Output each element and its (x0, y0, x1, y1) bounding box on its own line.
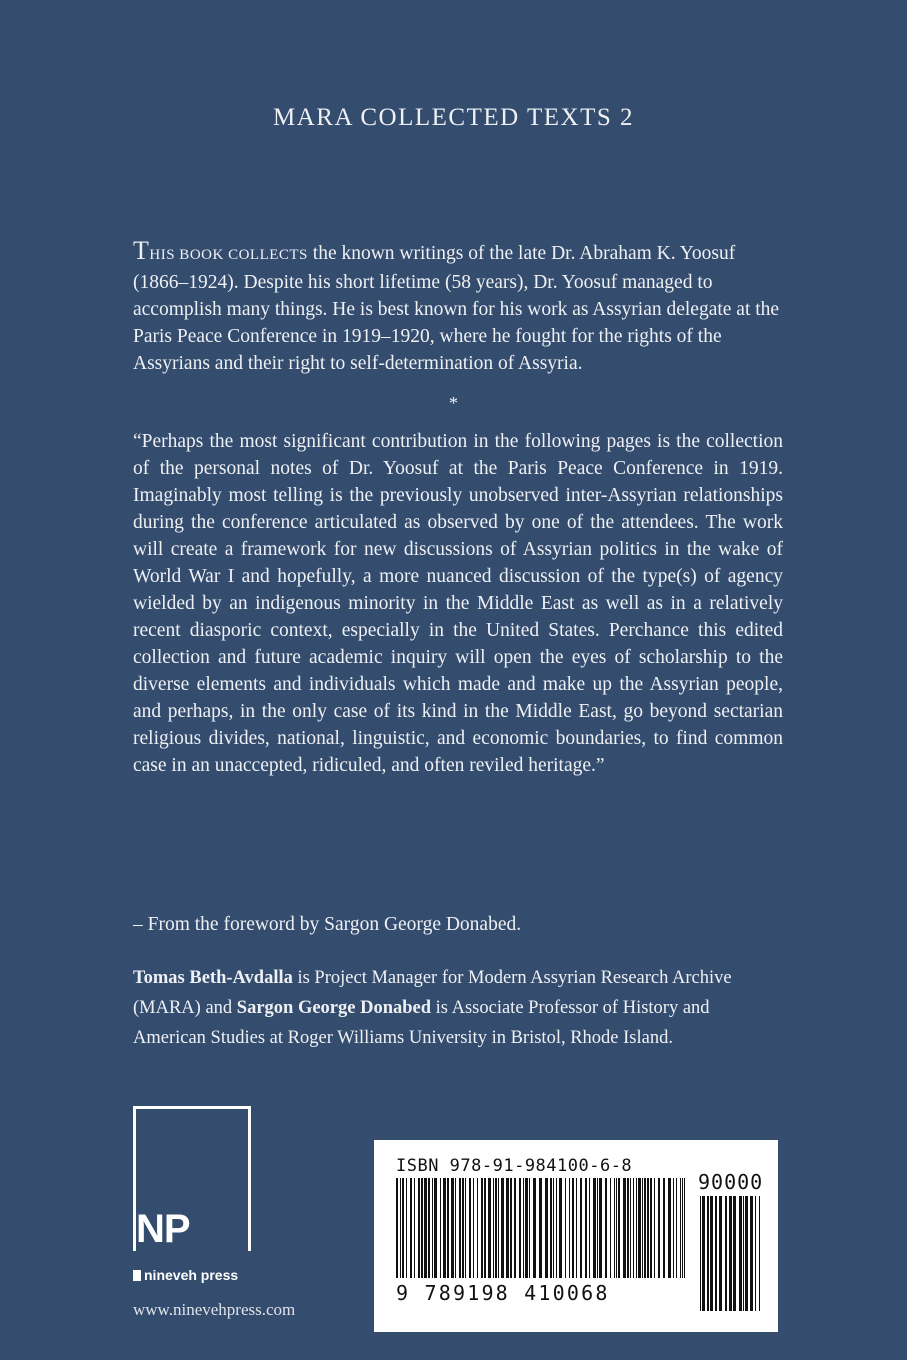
barcode-bar (434, 1178, 437, 1278)
barcode-bar (682, 1178, 683, 1278)
barcode-bar (733, 1196, 736, 1311)
barcode-bar (580, 1178, 582, 1278)
barcode-bar (684, 1178, 685, 1278)
author-name-2: Sargon George Donabed (236, 998, 432, 1018)
barcode-bar (647, 1178, 649, 1278)
publisher-name-text: nineveh press (144, 1267, 239, 1283)
barcode-bar (642, 1178, 643, 1278)
publisher-name (133, 1267, 238, 1283)
barcode-bar (529, 1178, 530, 1278)
barcode-bar (623, 1178, 626, 1278)
barcode-bar (510, 1178, 512, 1278)
publisher-logo (133, 1106, 251, 1286)
barcode-bar (421, 1178, 423, 1278)
barcode-bar (477, 1178, 478, 1278)
author-bio (133, 963, 783, 1053)
barcode-bar (743, 1196, 744, 1311)
barcode-bar (599, 1178, 602, 1278)
barcode-bar (418, 1178, 420, 1278)
foreword-quote: “Perhaps the most significant contribution in the following pages is the collection of the personal notes of Dr. Yoosuf at the Paris Peace Conference in 1919. Imaginably most telling is the previously unobserved inter-Assyrian relationships during the conference articulated as observed by one of the attendees. The work will create a framework for new discussions of Assyrian politics in the wake of World War I and hopefully, a more nuanced discussion of the type(s) of agency wielded by an indigenous minority in the Middle East as well as in a relatively recent diasporic context, especially in the United States. Perchance this edited collection and future academic inquiry will open the eyes of scholarship to the diverse elements and individuals which made and make up the Assyrian people, and perhaps, in the only case of its kind in the Middle East, go beyond sectarian religious divides, national, linguistic, and economic boundaries, to find common case in an unaccepted, ridiculed, and often reviled heritage.” (133, 431, 783, 776)
publisher-website: www.ninevehpress.com (133, 1300, 296, 1319)
barcode-bar (410, 1178, 412, 1278)
barcode-bar (654, 1178, 655, 1278)
barcode-bar (533, 1178, 536, 1278)
barcode-box (374, 1140, 778, 1332)
small-caps-lead: HIS BOOK COLLECTS (149, 247, 308, 263)
publisher-mark-icon (133, 1270, 141, 1281)
barcode-bar (618, 1178, 620, 1278)
author-bio-1: is Project Manager for Modern Assyrian Research Archive (MARA) and (133, 968, 732, 1018)
barcode-bar (650, 1178, 652, 1278)
isbn-label: ISBN 978-91-984100-6-8 (396, 1156, 633, 1176)
barcode-bar (605, 1178, 607, 1278)
ean-barcode-icon (396, 1178, 686, 1278)
barcode-bar (614, 1178, 615, 1278)
barcode-bar (702, 1196, 705, 1311)
barcode-bar (553, 1178, 554, 1278)
barcode-bar (585, 1178, 587, 1278)
author-name-1: Tomas Beth-Avdalla (133, 968, 293, 988)
barcode-bar (715, 1196, 717, 1311)
barcode-bar (539, 1178, 542, 1278)
barcode-bar (710, 1196, 713, 1311)
barcode-bar (414, 1178, 415, 1278)
barcode-bar (514, 1178, 516, 1278)
barcode-bar (488, 1178, 491, 1278)
barcode-bar (755, 1196, 756, 1311)
barcode-bar (506, 1178, 509, 1278)
author-bio-2: is Associate Professor of History and American Studies at Roger Williams University in Bristol, Rhode Island. (133, 998, 710, 1048)
intro-text: the known writings of the late Dr. Abraham K. Yoosuf (1866–1924). Despite his short lifetime (58 years), Dr. Yoosuf managed to accomplish many things. He is best known for his work as Assyrian delegate at the Paris Peace Conference in 1919–1920, where he fought for the rights of the Assyrians and their right to self-determination of Assyria. (133, 243, 780, 374)
barcode-bar (680, 1178, 681, 1278)
addon-barcode-icon (700, 1196, 762, 1311)
barcode-bar (469, 1178, 471, 1278)
barcode-bar (630, 1178, 631, 1278)
series-title: MARA COLLECTED TEXTS 2 (272, 104, 634, 131)
barcode-bar (750, 1196, 753, 1311)
drop-letter: T (133, 236, 150, 265)
barcode-bar (525, 1178, 528, 1278)
addon-digits: 90000 (698, 1170, 764, 1194)
barcode-bar (707, 1196, 709, 1311)
barcode-bar (759, 1196, 760, 1311)
barcode-bar (572, 1178, 574, 1278)
barcode-bar (700, 1196, 701, 1311)
barcode-bar (498, 1178, 499, 1278)
barcode-bar (569, 1178, 570, 1278)
barcode-bar (627, 1178, 629, 1278)
barcode-bar (658, 1178, 660, 1278)
barcode-bar (432, 1178, 433, 1278)
barcode-bar (481, 1178, 483, 1278)
barcode-bar (739, 1196, 742, 1311)
barcode-bar (465, 1178, 466, 1278)
barcode-bar (729, 1196, 732, 1311)
barcode-bar (493, 1178, 494, 1278)
barcode-bar (668, 1178, 671, 1278)
barcode-bar (676, 1178, 677, 1278)
barcode-bar (545, 1178, 548, 1278)
barcode-bar (443, 1178, 446, 1278)
barcode-bar (593, 1178, 596, 1278)
barcode-bar (447, 1178, 449, 1278)
barcode-bar (633, 1178, 634, 1278)
quote-attribution: – From the foreword by Sargon George Donabed. (133, 914, 522, 935)
barcode-bar (406, 1178, 407, 1278)
barcode-bar (638, 1178, 641, 1278)
intro-lead (133, 236, 308, 265)
barcode-bar (451, 1178, 454, 1278)
barcode-bar (616, 1178, 617, 1278)
barcode-bar (719, 1196, 722, 1311)
logo-letters: NP (136, 1207, 190, 1251)
barcode-bar (663, 1178, 665, 1278)
barcode-bar (565, 1178, 566, 1278)
barcode-bar (523, 1178, 524, 1278)
barcode-bar (745, 1196, 748, 1311)
barcode-bar (597, 1178, 598, 1278)
section-separator: * (449, 393, 458, 413)
barcode-bar (556, 1178, 557, 1278)
barcode-bar (462, 1178, 464, 1278)
barcode-bar (550, 1178, 552, 1278)
barcode-bar (501, 1178, 504, 1278)
barcode-bar (589, 1178, 590, 1278)
barcode-bar (636, 1178, 637, 1278)
barcode-bar (428, 1178, 430, 1278)
barcode-bar (559, 1178, 562, 1278)
barcode-bar (610, 1178, 611, 1278)
ean-digits: 9 789198 410068 (396, 1281, 610, 1305)
barcode-bar (519, 1178, 521, 1278)
barcode-bar (484, 1178, 486, 1278)
barcode-bar (673, 1178, 674, 1278)
barcode-bar (576, 1178, 577, 1278)
barcode-bar (402, 1178, 404, 1278)
barcode-bar (400, 1178, 401, 1278)
barcode-bar (424, 1178, 427, 1278)
barcode-bar (455, 1178, 456, 1278)
barcode-bar (459, 1178, 461, 1278)
barcode-bar (396, 1178, 398, 1278)
barcode-bar (725, 1196, 727, 1311)
intro-paragraph (133, 237, 783, 377)
barcode-bar (473, 1178, 474, 1278)
barcode-bar (644, 1178, 646, 1278)
barcode-bar (495, 1178, 497, 1278)
barcode-bar (440, 1178, 441, 1278)
